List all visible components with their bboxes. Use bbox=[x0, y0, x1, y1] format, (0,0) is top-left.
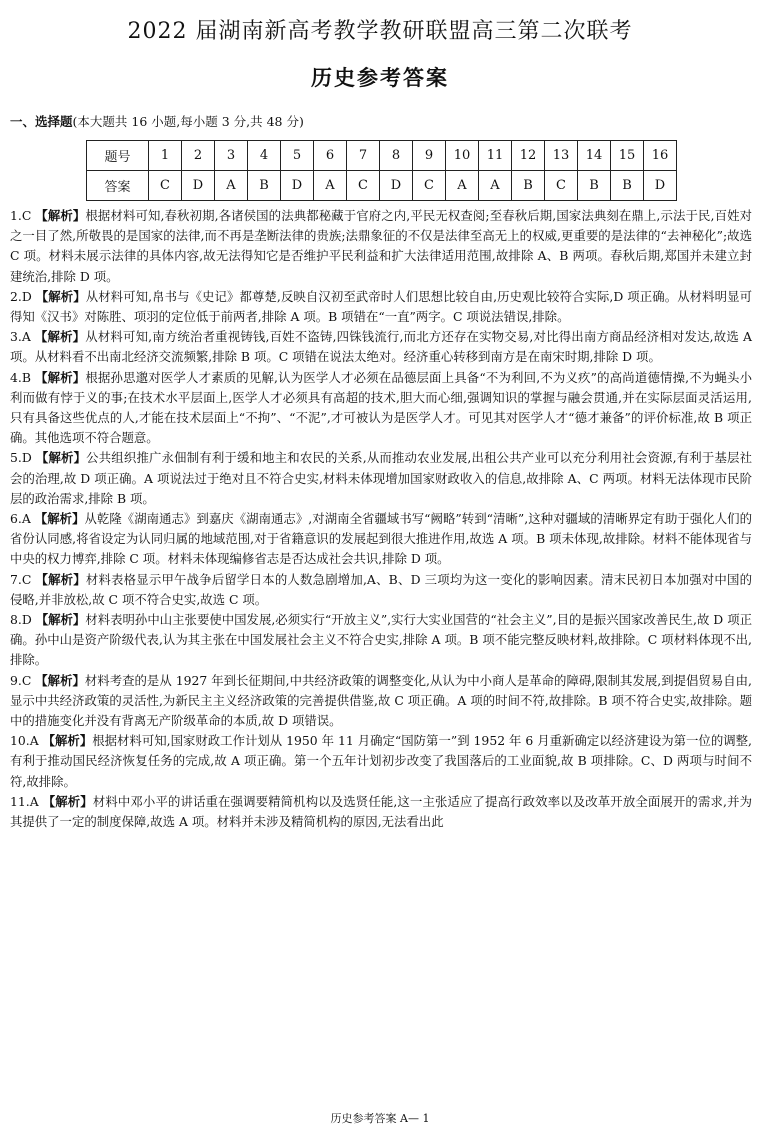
analysis-tag: 【解析】 bbox=[35, 288, 86, 304]
answer-cell: A bbox=[314, 171, 347, 201]
page-footer: 历史参考答案 A— 1 bbox=[330, 1112, 430, 1125]
item-number: 4.B bbox=[10, 369, 31, 385]
question-number: 11 bbox=[479, 141, 512, 171]
answer-cell: C bbox=[149, 171, 182, 201]
analysis-tag: 【解析】 bbox=[35, 571, 86, 587]
page-title: 历史参考答案 bbox=[311, 65, 449, 90]
item-text: 从乾隆《湖南通志》到嘉庆《湖南通志》,对湖南全省疆域书写“阙略”转到“清晰”,这种对疆域的清晰界定有助于强化人们的省份认同感,将省设定为认同归属的地域范围,对于省籍意识的发展起到很大推进作用,故选 A 项。B 项未体现,故排除。材料不能体现省与中央的权力博弈,排除 C 项。材料未体现编修省志是否达成社会共识,排除 D 项。 bbox=[10, 511, 752, 567]
analysis-tag: 【解析】 bbox=[35, 612, 86, 628]
answer-table bbox=[86, 140, 677, 201]
explanation-item bbox=[10, 287, 752, 327]
item-text: 公共组织推广永佃制有利于缓和地主和农民的关系,从而推动农业发展,出租公共产业可以充分利用社会资源,有利于基层社会的治理,故 D 项正确。A 项说法过于绝对且不符合史实,材料未体现增加国家财政收入的信息,故排除 A、C 两项。材料无法体现市民阶层的政治需求,排除 B 项。 bbox=[10, 450, 752, 506]
item-text: 材料中邓小平的讲话重在强调要精简机构以及选贤任能,这一主张适应了提高行政效率以及改革开放全面展开的需求,并为其提供了一定的制度保障,故选 A 项。材料并未涉及精简机构的原因,无法看出此 bbox=[10, 793, 752, 830]
analysis-tag: 【解析】 bbox=[35, 450, 87, 466]
question-number: 5 bbox=[281, 141, 314, 171]
item-number: 8.D bbox=[10, 612, 32, 628]
item-number: 10.A bbox=[10, 733, 39, 749]
explanation-list bbox=[10, 206, 752, 832]
question-number: 2 bbox=[182, 141, 215, 171]
answer-cell: D bbox=[281, 171, 314, 201]
answer-cell: D bbox=[644, 171, 677, 201]
analysis-tag: 【解析】 bbox=[35, 672, 85, 688]
analysis-tag: 【解析】 bbox=[42, 733, 93, 749]
row-header-answer: 答案 bbox=[87, 171, 149, 201]
analysis-tag: 【解析】 bbox=[34, 329, 86, 345]
answer-cell: A bbox=[446, 171, 479, 201]
analysis-tag: 【解析】 bbox=[35, 208, 86, 223]
answer-cell: B bbox=[578, 171, 611, 201]
question-number: 6 bbox=[314, 141, 347, 171]
item-number: 2.D bbox=[10, 288, 32, 304]
answer-cell: C bbox=[413, 171, 446, 201]
section-note: (本大题共 16 小题,每小题 3 分,共 48 分) bbox=[72, 114, 304, 129]
item-number: 5.D bbox=[10, 450, 32, 466]
item-number: 1.C bbox=[10, 208, 32, 223]
question-number: 16 bbox=[644, 141, 677, 171]
answer-cell: D bbox=[380, 171, 413, 201]
question-number: 4 bbox=[248, 141, 281, 171]
item-text: 材料表格显示甲午战争后留学日本的人数急剧增加,A、B、D 三项均为这一变化的影响因素。清末民初日本加强对中国的侵略,并非放松,故 C 项不符合史实,故选 C 项。 bbox=[10, 571, 752, 607]
question-number: 9 bbox=[413, 141, 446, 171]
section-label: 一、选择题 bbox=[10, 114, 73, 129]
item-text: 根据材料可知,春秋初期,各诸侯国的法典都秘藏于官府之内,平民无权查阅;至春秋后期,国家法典刻在鼎上,示法于民,百姓对之一目了然,所敬畏的是国家的法律,而不再是垄断法律的贵族;法鼎象征的不仅是法律至高无上的权威,更重要的是法律的“去神秘化”;故选 C 项。材料未展示法律的具体内容,故无法得知它是否维护平民利益和扩大法律适用范围,故排除 A、B 两项。春秋后期,郑国并未建立封建统治,排除 D 项。 bbox=[10, 208, 752, 284]
question-number: 8 bbox=[380, 141, 413, 171]
explanation-item bbox=[10, 570, 752, 610]
question-number: 10 bbox=[446, 141, 479, 171]
answer-cell: D bbox=[182, 171, 215, 201]
section-heading bbox=[10, 112, 304, 130]
item-number: 6.A bbox=[10, 511, 31, 527]
question-number: 15 bbox=[611, 141, 644, 171]
question-number: 12 bbox=[512, 141, 545, 171]
item-number: 9.C bbox=[10, 672, 32, 688]
item-text: 材料表明孙中山主张要使中国发展,必须实行“开放主义”,实行大实业国营的“社会主义”,目的是振兴国家改善民生,故 D 项正确。孙中山是资产阶级代表,认为其主张在中国发展社会主义不符合史实,排除 A 项。B 项不能完整反映材料,故排除。C 项材料体现不出,排除。 bbox=[10, 612, 752, 668]
explanation-item bbox=[10, 509, 752, 570]
item-number: 7.C bbox=[10, 571, 32, 587]
explanation-item bbox=[10, 731, 752, 792]
explanation-item bbox=[10, 792, 752, 832]
answer-row bbox=[87, 171, 677, 201]
analysis-tag: 【解析】 bbox=[34, 511, 85, 527]
item-number: 3.A bbox=[10, 329, 31, 345]
question-number: 7 bbox=[347, 141, 380, 171]
explanation-item bbox=[10, 610, 752, 671]
explanation-item bbox=[10, 206, 752, 287]
item-text: 材料考查的是从 1927 年到长征期间,中共经济政策的调整变化,从认为中小商人是革命的障碍,限制其发展,到提倡贸易自由,显示中共经济政策的灵活性,为新民主主义经济政策的完善提供借鉴,故 C 项正确。A 项的时间不符,故排除。B 项不符合史实,故排除。题中的措施变化并没有背离无产阶级革命的本质,故 D 项错误。 bbox=[10, 672, 752, 729]
question-number: 14 bbox=[578, 141, 611, 171]
item-text: 从材料可知,南方统治者重视铸钱,百姓不盗铸,四铢钱流行,而北方还存在实物交易,对比得出南方商品经济相对发达,故选 A 项。从材料看不出南北经济交流频繁,排除 B 项。C 项错在说法太绝对。经济重心转移到南方是在南宋时期,排除 D 项。 bbox=[10, 329, 753, 365]
answer-cell: B bbox=[611, 171, 644, 201]
analysis-tag: 【解析】 bbox=[42, 793, 93, 809]
question-number: 3 bbox=[215, 141, 248, 171]
answer-cell: B bbox=[512, 171, 545, 201]
question-number: 1 bbox=[149, 141, 182, 171]
analysis-tag: 【解析】 bbox=[35, 369, 86, 385]
answer-cell: A bbox=[479, 171, 512, 201]
answer-cell: A bbox=[215, 171, 248, 201]
row-header-number: 题号 bbox=[87, 141, 149, 171]
item-number: 11.A bbox=[10, 793, 39, 809]
explanation-item bbox=[10, 368, 752, 449]
question-number: 13 bbox=[545, 141, 578, 171]
explanation-item bbox=[10, 448, 752, 509]
explanation-item bbox=[10, 327, 752, 367]
answer-cell: C bbox=[347, 171, 380, 201]
item-text: 根据孙思邈对医学人才素质的见解,认为医学人才必须在品德层面上具备“不为利回,不为义疚”的高尚道德情操,不为蝇头小利而做有悖于义的事;在技术水平层面上,医学人才必须具有高超的技术,胆大而心细,强调知识的掌握与融会贯通,并在实际层面灵活运用,只有具备这些优点的人,才能在技术层面上“不拘”、“不泥”,才可被认为是医学人才。可见其对医学人才“德才兼备”的评价标准,故 B 项正确。其他选项不符合题意。 bbox=[10, 369, 752, 446]
answer-cell: B bbox=[248, 171, 281, 201]
exam-title: 2022 届湖南新高考教学教研联盟高三第二次联考 bbox=[127, 19, 633, 44]
answer-cell: C bbox=[545, 171, 578, 201]
explanation-item bbox=[10, 671, 752, 732]
item-text: 从材料可知,帛书与《史记》都尊楚,反映自汉初至武帝时人们思想比较自由,历史观比较符合实际,D 项正确。从材料明显可得知《汉书》对陈胜、项羽的定位低于前两者,排除 A 项。B 项错在“一直”两字。C 项说法错误,排除。 bbox=[10, 288, 752, 325]
item-text: 根据材料可知,国家财政工作计划从 1950 年 11 月确定“国防第一”到 1952 年 6 月重新确定以经济建设为第一位的调整,有利于推动国民经济恢复任务的完成,故 A 项正确。第一个五年计划初步改变了我国落后的工业面貌,故 B 项排除。C、D 两项与时间不符,故排除。 bbox=[10, 733, 752, 789]
question-number-row bbox=[87, 141, 677, 171]
